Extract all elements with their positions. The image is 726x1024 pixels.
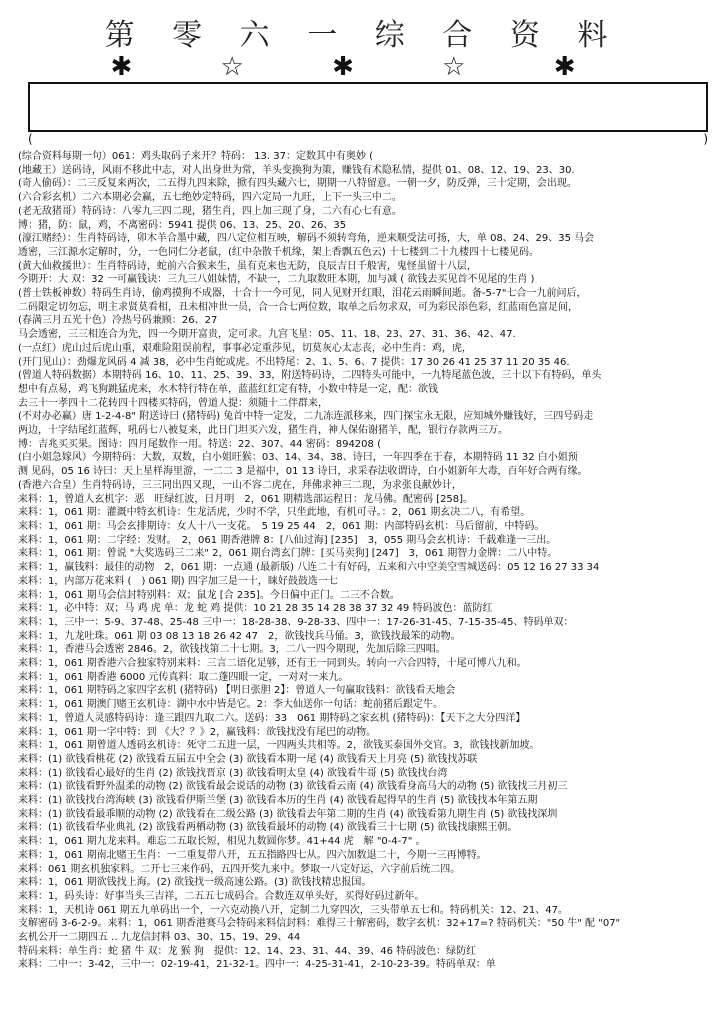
content-line: 支解密码 3-6-2-9。来料：1，061 期香港赛马会特码来料信封料：难得三十解密码，数字玄机：32+17=? 特码机关："50 牛" 配 "07" [18, 918, 621, 930]
content-line: (白小姐急嫁风）今期特码：大数，双数，白小姐旺猴：03、14、34、38、诗曰，一年四季在于春，本期特码 11 32 白小姐预 [18, 452, 578, 464]
content-line: 马会透密，三三相连合为先，四一今期开富贵，定可求。九宫飞星：05、11、18、23、27、31、36、42、47. [18, 329, 516, 341]
content-line: (曾道人特码数据）本期特码 16、10、11、25、39、33，附送特码诗，二四特头可能中，一九特尾蓝色波，三十以下有特码，单头 [18, 370, 602, 382]
content-line: 来料：(1) 欲钱看心最好的生肖 (2) 欲钱找晋京 (3) 欲钱看明太皇 (4) 欲钱看牛哥 (5) 欲钱找台湾 [18, 767, 448, 779]
content-line: 测 见码，05 16 诗曰：天上星样海里游，一二二 3 是福中，01 13 诗曰，求采春法收谓诗，白小姐新年大毒，百年好合两有缘。 [18, 466, 588, 478]
content-line: (普士铁板神数）特码生肖诗，偷鸡摸狗不成器，十合十一今可见，同人见财开红眼，泪花云雨瞬间逝。备-5-7"七合一九前问后， [18, 288, 587, 300]
content-line: (综合资料每期一句）061：鸡头取码子来开？特码： 13. 37：定数其中有奥妙 ( [18, 151, 374, 162]
content-line: 来料：1，061 期马会信封特别料：双；鼠龙 [合 235]。今日偏中正门。二三不合数。 [18, 589, 400, 601]
content-line: (奇人偷码）：二三反复来两次，二五得九四来除，掀有四头藏六七，期期一八特留意。一朝一夕，防反弹，三十定期，会出现。 [18, 178, 577, 190]
content-line: 今期开：大 双：32 一可赢钱诀：三九三八姐妹情，不缺一，二九取数旺本期，加与减 ( 欲钱去买见首不见尾的生肖 ) [18, 274, 535, 286]
content-line: 来料：1，061 期九龙来料。难忘二五取长短，相见九数圆你梦。41+44 虎 解 "0-4-7" 。 [18, 836, 426, 848]
content-line: 来料：1，061 期一字中特：到 《大？？》2，赢钱料：欲钱找没有尾巴的动物。 [18, 726, 377, 738]
paren-left: ( [28, 132, 33, 146]
content-line: 来料：1，九龙吐珠。061 期 03 08 13 18 26 42 47 2，欲钱找兵马俑。3，欲钱找最笨的动物。 [18, 630, 461, 642]
box-parens [28, 132, 708, 146]
content-line: 来料：1，三中一：5-9、37-48、25-48 三中一：18-28-38、9-28-33、四中一：17-26-31-45、7-15-35-45、特码单双： [18, 616, 574, 628]
content-line: (濠江赌经）：生肖特码诗，卯木羊合墨中藏，四八定位相互映，解码不须转弯角，逆来顺受法可扬，大，单 08、24、29、35 马会 [18, 233, 595, 245]
star-icon: ✱ [332, 52, 394, 82]
content-line: 来料：061 期玄机独家料。二开七三来作码，五四开奖九来中。梦取一八定好运，六字前后统二四。 [18, 863, 461, 875]
content-line: 来料：1，061 期：马会玄排期诗：女人十八一支花。 5 19 25 44 2，061 期：内部特码玄机：马后留前，中特码。 [18, 520, 545, 532]
content-line: (老无敌猪哥）特码诗：八零九三四二现，猪生肖，四上加三现了身，二六有心七有意。 [18, 205, 402, 217]
star-outline-icon: ☆ [220, 52, 284, 82]
content-line: 来料：1，曾道人灵感特码诗：逢三跟四九取二六。送码：33 061 期特码之家玄机 (猪特码)：【天下之大分四洋】 [18, 712, 526, 724]
content-line: 博：吉兆买买果。图诗：四月尾数作一用。特送：22、307、44 密码：894208 ( [18, 438, 381, 450]
content-line: 来料：1，码头诗：好事当头三吉祥，二五五七成码合。合数连双单头好，买得好码过新年。 [18, 890, 425, 902]
content-line: 来料：1，天机诗 061 期五九单码出一个，一六克动换八开，定制二九穿四次，三头带单五七和。特码机关：12、21、47。 [18, 904, 568, 916]
content-line: 来料：(1) 欲钱找台湾海峡 (3) 欲钱看伊斯兰堡 (3) 欲钱看本历的生肖 (4) 欲钱看起得早的生肖 (5) 欲钱找本年第五期 [18, 795, 538, 807]
content-line: (地藏王）送码诗，风雨不移此中志，对人出身世为常，羊头变换狗为策，赚钱有术隐私情，提供 01、08、12、19、23、30. [18, 164, 575, 176]
content-line: 来料：1，061 期欲钱找上海。(2) 欲钱找一级高速公路。(3) 欲钱找精忠报国。 [18, 877, 372, 889]
content-line: 玄机公开一二期四五 .. 九龙信封料 03、30、15、19、29、44 [18, 932, 301, 944]
content-line: 去三十一孝四十二花转四十四楼买特码，曾道人提：须随十二伴群来， [18, 397, 328, 409]
content-line: 来料：二中一：3-42，三中一：02-19-41，21-32-1。四中一：4-25-31-41，2-10-23-39。特码单双：单 [18, 959, 496, 971]
star-row [0, 52, 726, 82]
content-line: 来料：1，061 期香港 6000 元传真料：取二蓬四眼一定，一对对一来九。 [18, 671, 349, 683]
content-line: 来料：1，061 期南北赌王生肖：一二重复带八开，五五指路四七从。四六加数退二十，今期一三再博特。 [18, 849, 487, 861]
content-line: 来料：1，赢钱料：最佳的动物 2，061 期：一点通 (最新版) 八连二十有好码，五来和六中空美空雪城送码：05 12 16 27 33 34 [18, 562, 600, 574]
content-line: 来料：1，061 期曾道人透码玄机诗：死守二五进一层，一四两头共相等。2，欲钱买泰国外交官。3，欲钱找新加坡。 [18, 740, 540, 752]
content-line: 来料：(1) 欲钱看桃花 (2) 欲钱看五届五中全会 (3) 欲钱看本期一尾 (4) 欲钱看天上月亮 (5) 欲钱找苏联 [18, 753, 478, 765]
content-line: 二码限定切勿忘，明主求贤莫看相，丑未相冲世一员，合一合七两位数，取单之后勿求双，可为彩民添色彩，红蓝雨色富足间， [18, 301, 578, 313]
content-line: 想中有点易，鸡飞狗跳猛虎来，水木特行特在单，蓝蓝红红定有特，小数中特是一定，配：欲钱 [18, 383, 438, 395]
content-body [18, 150, 718, 972]
star-icon: ✱ [110, 52, 173, 82]
paren-right: ) [703, 132, 708, 146]
content-line: 两边，十字结尾红蓝辉，吼码七八被复来，此日门坦买六发，猪生肖，神人保佑谢猪羊，配，银行存款两三万。 [18, 425, 508, 437]
blank-box [28, 82, 708, 132]
content-line: (黄大仙救援世）：生肖特码诗，蛇前六合猴来生，虽有克来也无防，良辰吉日千般害，鬼怪虽留十八层， [18, 260, 477, 272]
star-icon: ✱ [553, 52, 616, 82]
content-line: (春满三月五光十色）冷热号码兼顾：26、27 [18, 315, 218, 327]
content-line: (一点红）虎山过后虎山重，艰难险阻误前程，事事必定重莎见，切莫灰心太志丧，必中生肖：鸡，虎， [18, 342, 472, 354]
content-line: 透密，三江源水定解时，分，一色同仁分老鼠，(红中杂散千机缘，架上香飘五色云) 十七楼到二十九楼四十七楼见码。 [18, 246, 539, 258]
content-line: 来料：(1) 欲钱看野外温柔的动物 (2) 欲钱看最会说话的动物 (3) 欲钱看云南 (4) 欲钱看身高马大的动物 (5) 欲钱找三月初三 [18, 781, 568, 793]
content-line: 来料：1，061 期香港六合独家特别来料：三言二语化足够，还有王一同到头。转向一六合四特，十尾可博八九和。 [18, 658, 527, 670]
content-line: 来料：1，061 期：灌溉中特玄机诗：生龙活虎，少时不学，只坐此地，有机可寻。：2，061 期玄决二八，有希望。 [18, 507, 531, 519]
content-line: 来料：1，曾道人玄机字：恶 旺绿红波，日月明 2，061 期精选部运程日：龙马佛。配密码 [258]。 [18, 493, 474, 505]
content-line: 来料：1，香港马会透密 2846。2，欲钱找第二十七期。3，二八一四今期现，先加后除三四唱。 [18, 644, 446, 656]
content-line: (不对办必赢）唐 1-2-4-8" 附送诗曰 (猪特码) 兔首中特一定发，二九冻连派移来，四门探宝永无限，应知城外赚钱好，三四号码走 [18, 411, 594, 423]
content-line: 来料：1，内部万花来料 ( ) 061 期) 四字加三是一十，睐好鼓鼓选一七 [18, 575, 338, 587]
page-title: 第 零 六 一 综 合 资 料 [104, 18, 622, 53]
content-line: 来料：(1) 欲钱看华业典礼 (2) 欲钱看两栖动物 (3) 欲钱看最坏的动物 (4) 欲钱看三十七期 (5) 欲钱找康熙王朝。 [18, 822, 518, 834]
content-line: 来料：1，必中特：双；马 鸡 虎 单：龙 蛇 鸡 提供：10 21 28 35 14 28 38 37 32 49 特码波色：蓝防红 [18, 603, 493, 615]
content-line: (香港六合皇）生肖特码诗，三三同出四又现，一山不容二虎在，拜佛求神三二现，为求张良献妙计， [18, 479, 462, 491]
content-line: (六合彩玄机）二六本期必会赢，五七绝妙定特码，四六定局一九旺，上下一头三中二。 [18, 192, 402, 204]
content-line: (开门见山）：劲爆龙风码 4 减 38，必中生肖蛇或虎。不出特尾：2、1、5、6、7 提供：17 30 26 41 25 37 11 20 35 46. [18, 356, 570, 368]
content-line: 来料：1，061 期澳门赌王玄机诗：湖中水中皆是它。2：李大仙送你一句话：蛇前猪后跟定牛。 [18, 699, 443, 711]
content-line: 来料：1，061 期特码之家四字玄机 (猪特码) 【明日张胆 2】：曾道人一句赢取钱料：欲钱看天地会 [18, 685, 456, 697]
star-outline-icon: ☆ [442, 52, 506, 82]
content-line: 来料：1，061 期：二字经：发财。 2，061 期香港牌 8：[八仙过海] [235] 3，055 期马会玄机诗：千载难逢一三出。 [18, 534, 557, 546]
content-line: 特码来料：单生肖：蛇 猪 牛 双：龙 猴 狗 提供：12、14、23、31、44、39、46 特码波色：绿防红 [18, 945, 477, 957]
content-line: 来料：(1) 欲钱看最乖顺的动物 (2) 欲钱看在二级公路 (3) 欲钱看去年第二期的生肖 (4) 欲钱看第九期生肖 (5) 欲钱找深圳 [18, 808, 558, 820]
content-line: 博：猪，防：鼠，鸡，不离密码：5941 提供 06、13、25、20、26、35 [18, 219, 347, 231]
content-line: 来料：1，061 期：曾说 "大奖选码三二来" 2，061 期台湾玄门牌：[买马卖狗] [247] 3，061 期智力金牌：二八中特。 [18, 548, 558, 560]
